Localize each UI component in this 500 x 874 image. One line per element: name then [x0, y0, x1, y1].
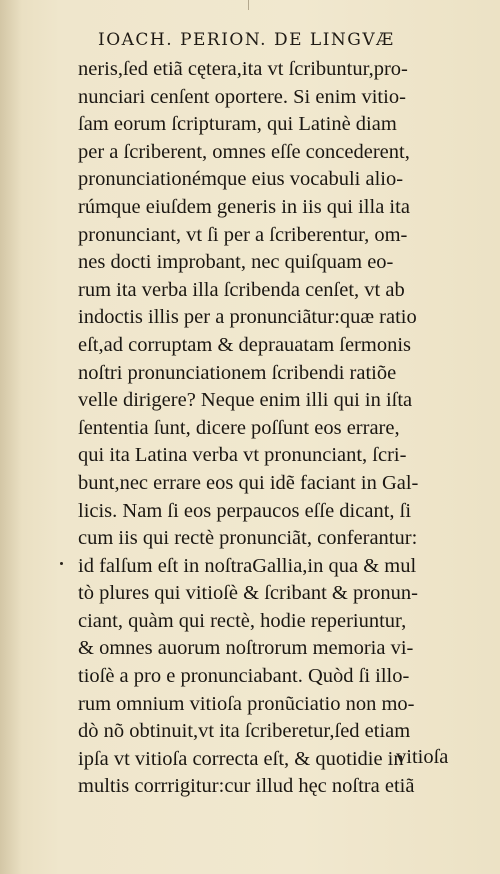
- margin-dot: [60, 562, 63, 565]
- text-line: id falſum eſt in noſtraGallia,in qua & mul: [78, 554, 417, 577]
- text-line: nunciari cenſent oportere. Si enim vitio-: [78, 85, 406, 108]
- text-line: pronunciant, vt ſi per a ſcriberentur, om-: [78, 223, 408, 246]
- text-line: cum iis qui rectè pronunciãt, conferantur:: [78, 527, 418, 550]
- text-line: noſtri pronunciationem ſcribendi ratiõe: [78, 361, 397, 384]
- catchword: vitioſa: [396, 746, 449, 768]
- text-line: rum omnium vitioſa pronũciatio non mo-: [78, 692, 415, 715]
- text-line: ſententia ſunt, dicere poſſunt eos errare,: [78, 416, 400, 439]
- text-line: dò nõ obtinuit,vt ita ſcriberetur,ſed etiam: [78, 720, 411, 743]
- text-line: pronunciationémque eius vocabuli alio-: [78, 168, 404, 191]
- text-line: rúmque eiuſdem generis in iis qui illa ita: [78, 195, 410, 218]
- text-line: velle dirigere? Neque enim illi qui in iſta: [78, 389, 413, 412]
- body-text: [78, 56, 468, 801]
- text-line: multis corrrigitur:cur illud hęc noſtra etiã: [78, 775, 415, 798]
- text-line: per a ſcriberent, omnes eſſe concederent,: [78, 140, 410, 163]
- text-line: nes docti improbant, nec quiſquam eo-: [78, 251, 394, 274]
- page-edge-mark: [248, 0, 249, 10]
- text-line: & omnes auorum noſtrorum memoria vi-: [78, 637, 414, 660]
- text-line: eſt,ad corruptam & deprauatam ſermonis: [78, 333, 412, 356]
- text-line: ſam eorum ſcripturam, qui Latinè diam: [78, 113, 397, 136]
- text-line: bunt,nec errare eos qui idẽ faciant in Gal-: [78, 471, 419, 494]
- running-head: IOACH. PERION. DE LINGVÆ: [98, 30, 395, 50]
- text-line: indoctis illis per a pronunciãtur:quæ ratio: [78, 306, 417, 329]
- text-line: neris,ſed etiã cętera,ita vt ſcribuntur,pro-: [78, 58, 408, 80]
- text-line: rum ita verba illa ſcribenda cenſet, vt ab: [78, 278, 405, 301]
- text-line: qui ita Latina verba vt pronunciant, ſcri-: [78, 444, 407, 467]
- text-line: licis. Nam ſi eos perpaucos eſſe dicant, ſi: [78, 499, 412, 522]
- text-line: tioſè a pro e pronunciabant. Quòd ſi illo-: [78, 665, 410, 688]
- text-line: ciant, quàm qui rectè, hodie reperiuntur,: [78, 609, 407, 632]
- text-line: ipſa vt vitioſa correcta eſt, & quotidie in: [78, 747, 404, 770]
- text-line: tò plures qui vitioſè & ſcribant & pronun-: [78, 582, 418, 605]
